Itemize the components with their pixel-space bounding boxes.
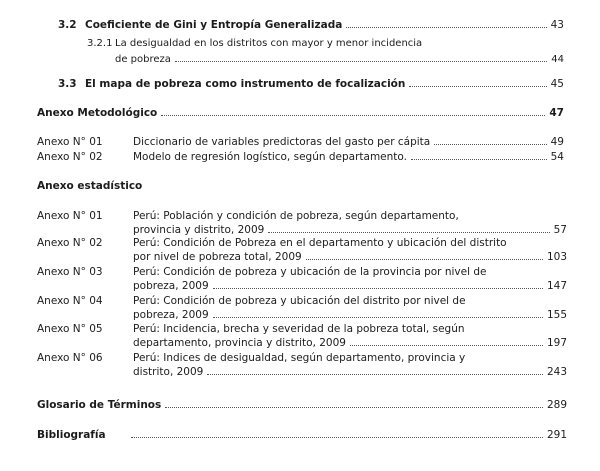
page-number: 47 [549,107,564,119]
toc-entry-anexo-est-06 [37,351,567,379]
annex-label: Anexo N° 02 [37,151,103,163]
toc-entry-anexo-metodologico [37,106,564,120]
section-title: Bibliografía [37,429,106,441]
toc-entry-anexo-met-02 [37,150,564,164]
annex-title-line2: provincia y distrito, 2009 [133,224,265,236]
dot-leader [306,258,543,260]
dot-leader [213,287,543,289]
page-number: 54 [550,151,564,163]
section-number: 3.2 [58,19,77,31]
dot-leader [161,114,545,116]
section-number: 3.3 [58,78,77,90]
page-number: 243 [546,366,567,378]
toc-entry-anexo-est-03 [37,265,567,293]
dot-leader [411,158,547,160]
toc-entry-glosario [37,398,567,412]
dot-leader [165,406,543,408]
toc-entry-3-2 [58,18,564,32]
toc-heading-anexo-estadistico [37,179,142,193]
annex-title-line2: pobreza, 2009 [133,309,209,321]
annex-label: Anexo N° 05 [37,323,103,335]
annex-title-line2: distrito, 2009 [133,366,204,378]
dot-leader [213,316,543,318]
annex-label: Anexo N° 02 [37,237,103,249]
page-number: 291 [546,429,567,441]
annex-label: Anexo N° 01 [37,136,103,148]
section-title: El mapa de pobreza como instrumento de focalización [85,78,406,90]
page-number: 289 [546,399,567,411]
section-title: Glosario de Términos [37,399,162,411]
toc-entry-bibliografia [37,428,567,442]
dot-leader [131,436,543,438]
annex-title: Modelo de regresión logístico, según departamento. [133,151,407,163]
annex-title-line1: Perú: Condición de pobreza y ubicación de la provincia por nivel de [133,266,487,278]
dot-leader [268,231,549,233]
page-number: 155 [546,309,567,321]
page-number: 147 [546,280,567,292]
page-number: 43 [550,19,564,31]
toc-entry-3-2-1 [87,37,564,67]
annex-label: Anexo N° 01 [37,210,103,222]
annex-title-line1: Perú: Condición de Pobreza en el departamento y ubicación del distrito [133,237,507,249]
dot-leader [207,373,543,375]
toc-entry-anexo-est-04 [37,294,567,322]
annex-label: Anexo N° 04 [37,295,103,307]
annex-title-line2: departamento, provincia y distrito, 2009 [133,337,346,349]
section-title: Anexo Metodológico [37,107,158,119]
page-number: 44 [551,54,564,65]
toc-entry-anexo-est-05 [37,322,567,350]
annex-title-line2: por nivel de pobreza total, 2009 [133,251,302,263]
page-number: 57 [553,224,567,236]
section-title: Coeficiente de Gini y Entropía Generalizada [85,19,343,31]
dot-leader [346,26,546,28]
dot-leader [434,143,546,145]
dot-leader [350,344,543,346]
annex-title-line1: Perú: Indices de desigualdad, según departamento, provincia y [133,352,466,364]
annex-label: Anexo N° 06 [37,352,103,364]
toc-entry-3-3 [58,77,564,91]
annex-title-line1: Perú: Población y condición de pobreza, según departamento, [133,210,459,222]
dot-leader [409,85,546,87]
page-number: 45 [550,78,564,90]
section-number: 3.2.1 [87,38,113,49]
toc-entry-anexo-met-01 [37,135,564,149]
annex-title-line2: pobreza, 2009 [133,280,209,292]
annex-label: Anexo N° 03 [37,266,103,278]
dot-leader [175,60,547,62]
annex-title-line1: Perú: Incidencia, brecha y severidad de la pobreza total, según [133,323,465,335]
page-number: 49 [550,136,564,148]
toc-entry-anexo-est-01 [37,209,567,237]
section-title: Anexo estadístico [37,180,143,192]
page-number: 197 [546,337,567,349]
section-title-line2: de pobreza [115,54,171,65]
page-number: 103 [546,251,567,263]
annex-title: Diccionario de variables predictoras del gasto per cápita [133,136,431,148]
toc-entry-anexo-est-02 [37,236,567,264]
annex-title-line1: Perú: Condición de pobreza y ubicación del distrito por nivel de [133,295,466,307]
section-title-line1: La desigualdad en los distritos con mayor y menor incidencia [115,38,423,49]
